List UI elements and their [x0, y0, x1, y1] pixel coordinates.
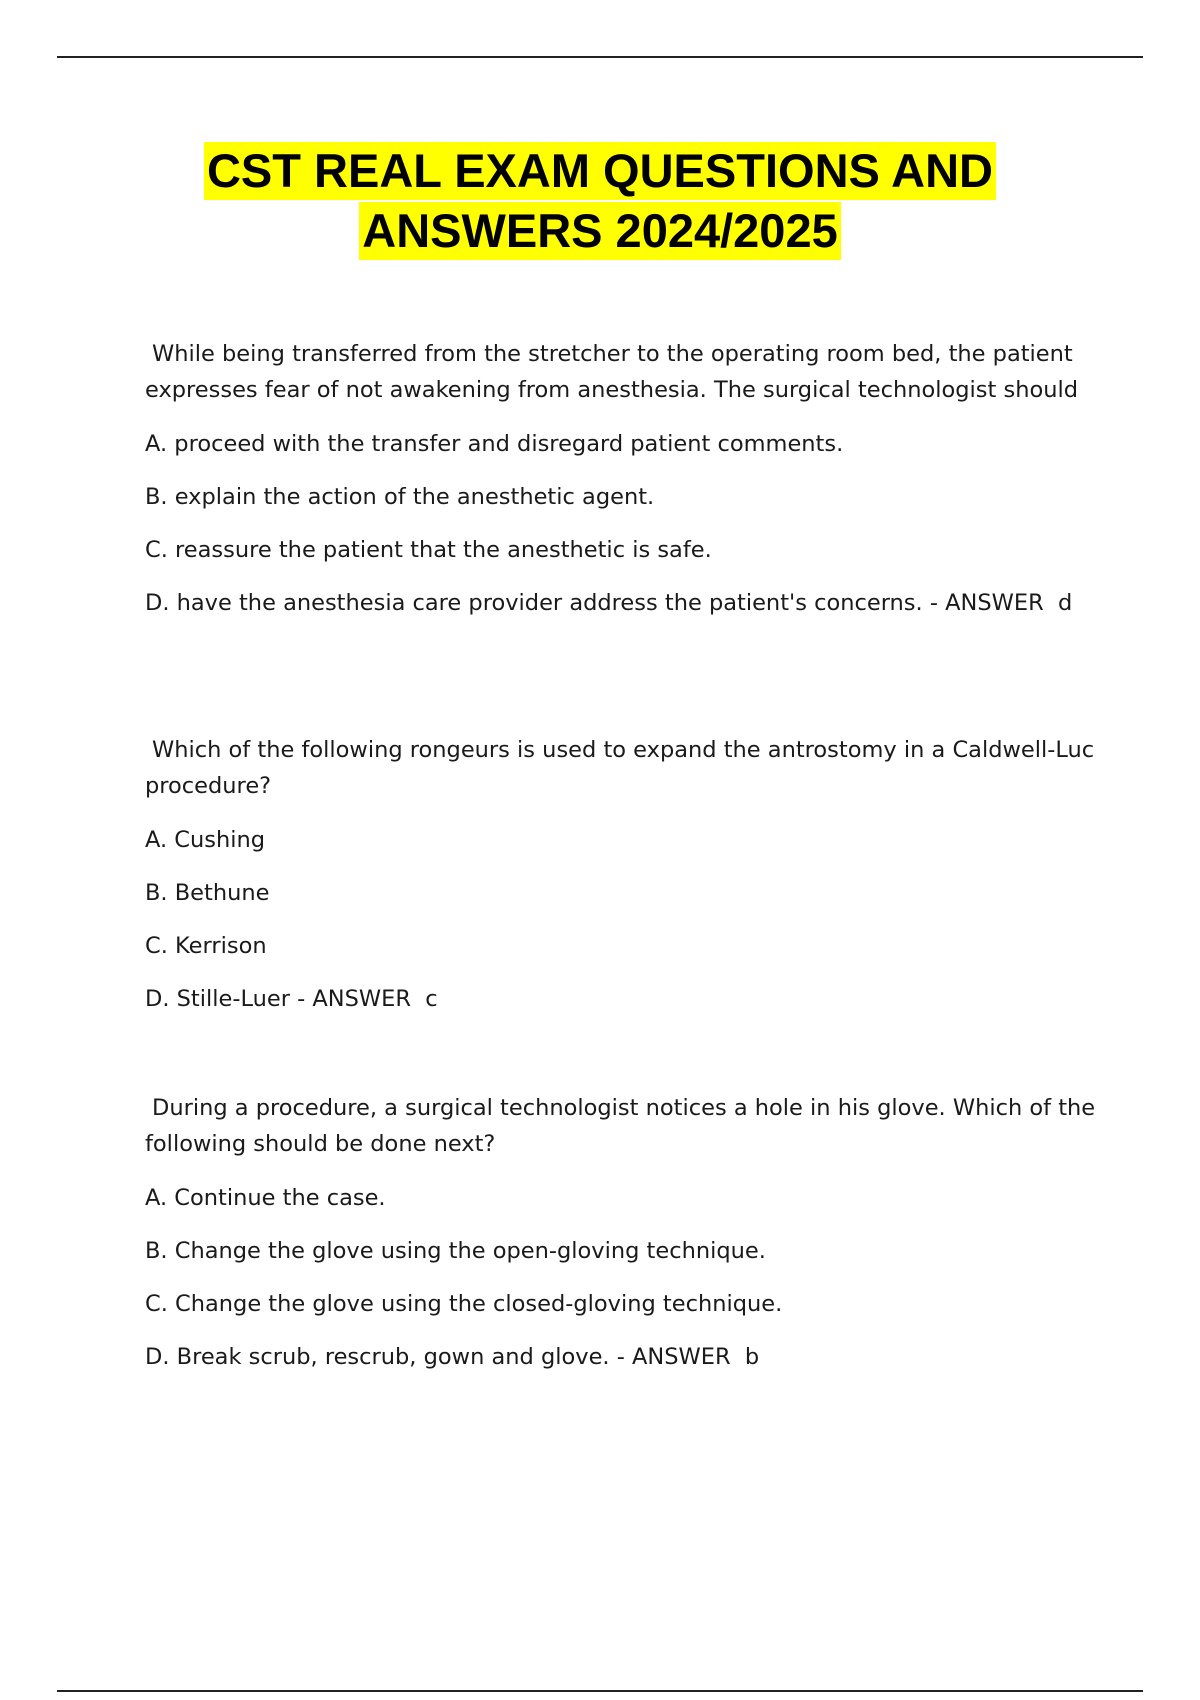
answer-key: - ANSWER b — [609, 1344, 760, 1370]
title-line-2: ANSWERS 2024/2025 — [359, 202, 840, 260]
bottom-rule — [57, 1690, 1143, 1692]
answer-option-d — [145, 585, 1105, 621]
question-block-1 — [145, 336, 1105, 621]
question-text — [145, 1090, 1105, 1162]
question-text — [145, 336, 1105, 408]
option-d-text: D. Stille-Luer — [145, 986, 290, 1012]
document-title — [0, 142, 1200, 260]
question-prompt: During a procedure, a surgical technologist notices a hole in his glove. Which of the following should be done next? — [145, 1095, 1096, 1157]
answer-option-c: C. reassure the patient that the anesthetic is safe. — [145, 537, 712, 563]
answer-option-a: A. Continue the case. — [145, 1185, 386, 1211]
option-d-text: D. Break scrub, rescrub, gown and glove. — [145, 1344, 610, 1370]
answer-key: - ANSWER c — [289, 986, 438, 1012]
question-block-3 — [145, 1090, 1105, 1375]
answer-option-d — [145, 1339, 1105, 1375]
top-rule — [57, 56, 1143, 58]
answer-option-c: C. Change the glove using the closed-gloving technique. — [145, 1291, 783, 1317]
answer-option-b: B. explain the action of the anesthetic agent. — [145, 484, 655, 510]
option-d-text: D. have the anesthesia care provider address the patient's concerns. — [145, 590, 923, 616]
answer-option-a: A. Cushing — [145, 827, 266, 853]
answer-option-b: B. Change the glove using the open-gloving technique. — [145, 1238, 766, 1264]
question-prompt: Which of the following rongeurs is used to expand the antrostomy in a Caldwell-Luc procedure? — [145, 737, 1095, 799]
question-prompt: While being transferred from the stretcher to the operating room bed, the patient expresses fear of not awakening from anesthesia. The surgical technologist should — [145, 341, 1079, 403]
answer-option-a: A. proceed with the transfer and disregard patient comments. — [145, 431, 844, 457]
answer-option-d — [145, 981, 1105, 1017]
answer-option-c: C. Kerrison — [145, 933, 267, 959]
question-block-2 — [145, 732, 1105, 1017]
answer-key: - ANSWER d — [922, 590, 1073, 616]
title-line-1: CST REAL EXAM QUESTIONS AND — [204, 142, 996, 200]
question-text — [145, 732, 1105, 804]
answer-option-b: B. Bethune — [145, 880, 270, 906]
